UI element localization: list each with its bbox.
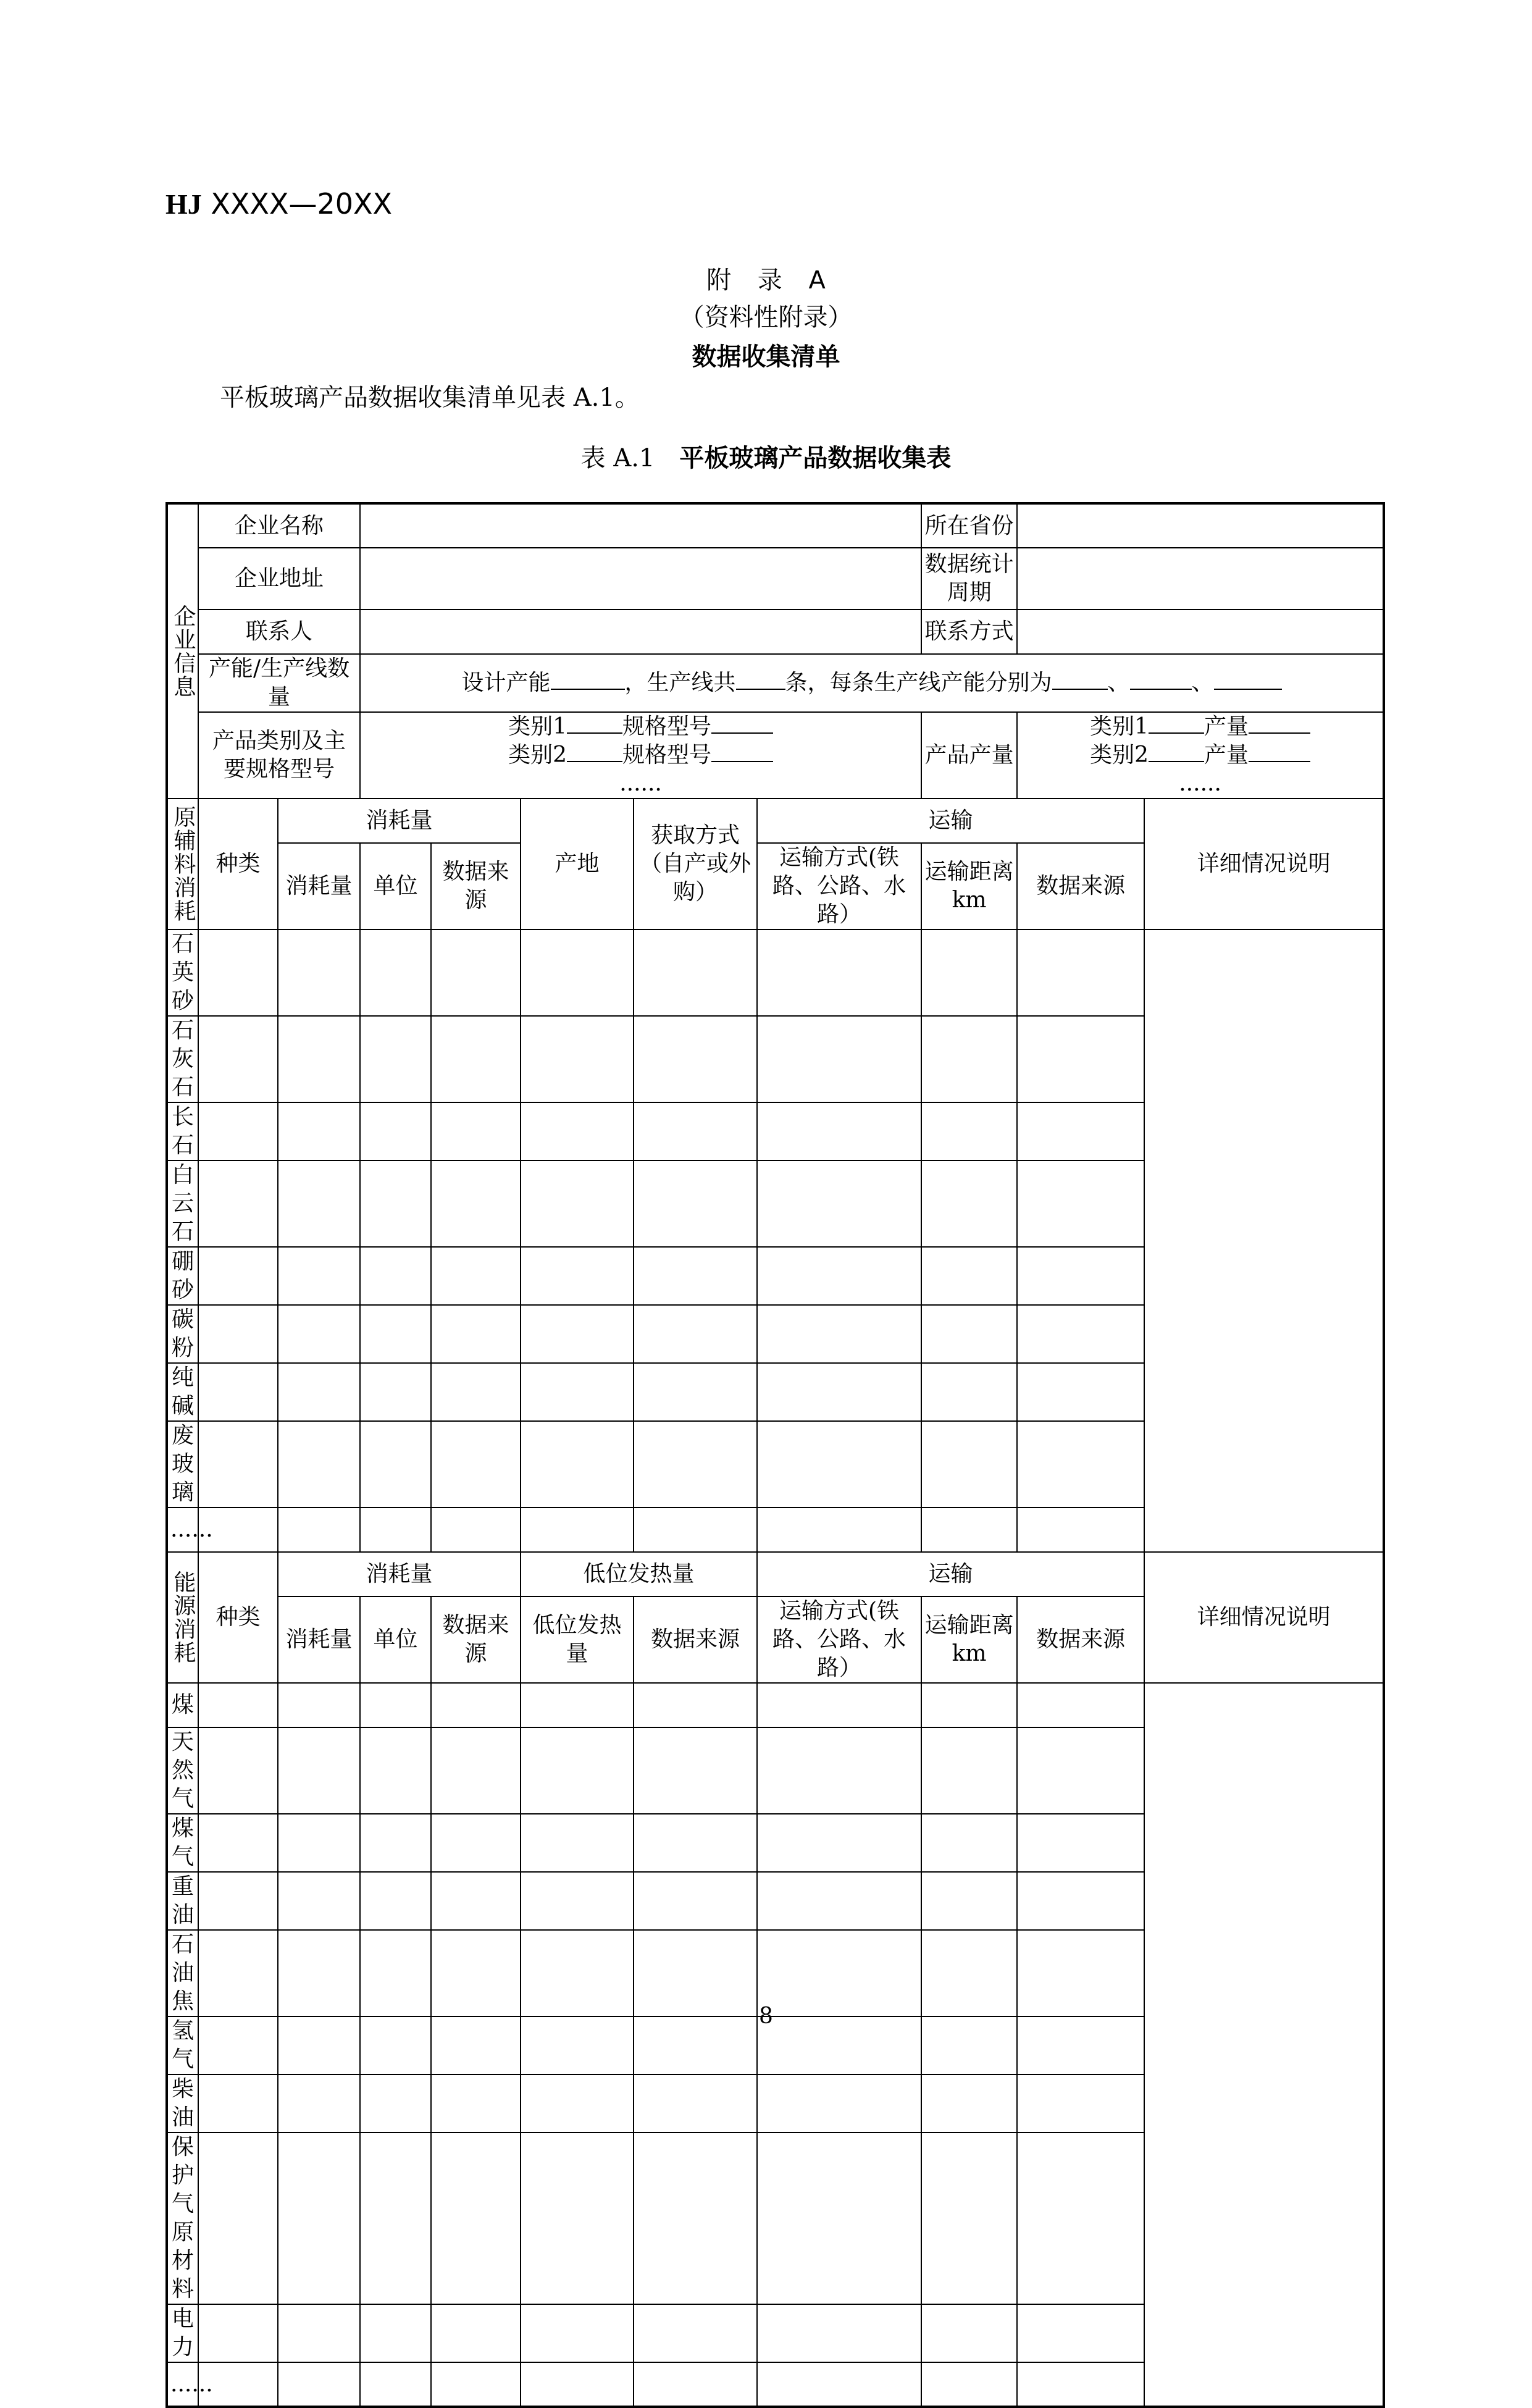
raw-value-cell[interactable] <box>278 1247 360 1305</box>
raw-value-cell[interactable] <box>198 1102 278 1160</box>
energy-value-cell[interactable] <box>757 1727 921 1814</box>
raw-value-cell[interactable] <box>198 1016 278 1102</box>
raw-col-kind: 种类 <box>198 799 278 929</box>
raw-value-cell[interactable] <box>431 1363 521 1421</box>
province-field[interactable] <box>1017 503 1384 548</box>
energy-col-transport-group: 运输 <box>757 1552 1144 1596</box>
raw-value-cell[interactable] <box>278 1160 360 1247</box>
raw-value-cell[interactable] <box>757 1016 921 1102</box>
energy-value-cell[interactable] <box>521 2074 634 2133</box>
energy-value-cell[interactable] <box>757 2362 921 2407</box>
raw-header-row-1 <box>167 799 1384 843</box>
energy-row <box>167 1814 1384 1872</box>
document-code: HJ XXXX—20XX <box>165 187 393 220</box>
energy-value-cell[interactable] <box>360 1727 431 1814</box>
raw-value-cell[interactable] <box>921 1247 1017 1305</box>
raw-col-source: 数据来源 <box>431 843 521 929</box>
raw-value-cell[interactable] <box>198 1363 278 1421</box>
energy-value-cell[interactable] <box>360 1814 431 1872</box>
energy-col-kind: 种类 <box>198 1552 278 1683</box>
energy-col-lhv-source: 数据来源 <box>634 1596 757 1683</box>
energy-value-cell[interactable] <box>757 1872 921 1930</box>
raw-value-cell[interactable] <box>1017 1016 1144 1102</box>
energy-item-label: 煤气 <box>167 1814 198 1872</box>
energy-value-cell[interactable] <box>431 2074 521 2133</box>
energy-col-consumption: 消耗量 <box>278 1596 360 1683</box>
raw-col-consumption: 消耗量 <box>278 843 360 929</box>
energy-value-cell[interactable] <box>360 2133 431 2304</box>
raw-value-cell[interactable] <box>360 1363 431 1421</box>
energy-value-cell[interactable] <box>278 1814 360 1872</box>
raw-value-cell[interactable] <box>431 1508 521 1552</box>
raw-value-cell[interactable] <box>360 1016 431 1102</box>
raw-value-cell[interactable] <box>634 929 757 1016</box>
raw-value-cell[interactable] <box>521 1102 634 1160</box>
raw-col-acquire: 获取方式（自产或外购） <box>634 799 757 929</box>
energy-value-cell[interactable] <box>431 1872 521 1930</box>
raw-value-cell[interactable] <box>198 1247 278 1305</box>
raw-value-cell[interactable] <box>1017 1102 1144 1160</box>
energy-value-cell[interactable] <box>757 2133 921 2304</box>
raw-value-cell[interactable] <box>278 1305 360 1363</box>
raw-col-unit: 单位 <box>360 843 431 929</box>
raw-item-label: 石灰石 <box>167 1016 198 1102</box>
appendix-heading: 数据收集清单 <box>692 343 840 371</box>
raw-item-label: 废玻璃 <box>167 1421 198 1508</box>
energy-value-cell[interactable] <box>1017 2304 1144 2362</box>
energy-value-cell[interactable] <box>921 1814 1017 1872</box>
energy-value-cell[interactable] <box>921 2362 1017 2407</box>
energy-value-cell[interactable] <box>921 1727 1017 1814</box>
raw-item-label: 石英砂 <box>167 929 198 1016</box>
energy-value-cell[interactable] <box>278 1727 360 1814</box>
raw-value-cell[interactable] <box>921 1160 1017 1247</box>
energy-row <box>167 2304 1384 2362</box>
energy-value-cell[interactable] <box>278 2074 360 2133</box>
energy-row <box>167 1872 1384 1930</box>
company-section-label: 企业信息 <box>167 503 198 799</box>
energy-value-cell[interactable] <box>198 2133 278 2304</box>
raw-value-cell[interactable] <box>198 1305 278 1363</box>
raw-value-cell[interactable] <box>360 1305 431 1363</box>
energy-value-cell[interactable] <box>757 2074 921 2133</box>
energy-item-label: 保护气原材料 <box>167 2133 198 2304</box>
raw-item-label: 白云石 <box>167 1160 198 1247</box>
raw-value-cell[interactable] <box>757 1421 921 1508</box>
product-category-label: 产品类别及主要规格型号 <box>198 712 360 799</box>
raw-value-cell[interactable] <box>521 1016 634 1102</box>
raw-row <box>167 1160 1384 1247</box>
raw-value-cell[interactable] <box>360 1508 431 1552</box>
raw-value-cell[interactable] <box>634 1305 757 1363</box>
energy-value-cell[interactable] <box>360 1872 431 1930</box>
raw-value-cell[interactable] <box>198 1421 278 1508</box>
energy-value-cell[interactable] <box>1017 1872 1144 1930</box>
raw-col-origin: 产地 <box>521 799 634 929</box>
raw-col-transport-source: 数据来源 <box>1017 843 1144 929</box>
energy-value-cell[interactable] <box>634 2304 757 2362</box>
raw-value-cell[interactable] <box>521 1363 634 1421</box>
raw-value-cell[interactable] <box>521 1247 634 1305</box>
raw-row <box>167 1421 1384 1508</box>
raw-item-label: 硼砂 <box>167 1247 198 1305</box>
energy-header <box>167 1552 1384 1683</box>
contact-person-field[interactable] <box>360 610 921 654</box>
energy-value-cell[interactable] <box>278 1683 360 1727</box>
raw-value-cell[interactable] <box>634 1508 757 1552</box>
table-caption: 表 A.1 平板玻璃产品数据收集表 <box>580 444 952 472</box>
appendix-title: 附 录 A <box>706 266 826 295</box>
raw-value-cell[interactable] <box>278 1102 360 1160</box>
raw-value-cell[interactable] <box>521 1421 634 1508</box>
raw-value-cell[interactable] <box>521 1160 634 1247</box>
energy-value-cell[interactable] <box>521 2133 634 2304</box>
raw-row <box>167 1363 1384 1421</box>
energy-value-cell[interactable] <box>360 2362 431 2407</box>
energy-item-label: 柴油 <box>167 2074 198 2133</box>
raw-value-cell[interactable] <box>360 929 431 1016</box>
raw-value-cell[interactable] <box>757 1508 921 1552</box>
energy-value-cell[interactable] <box>431 1727 521 1814</box>
raw-value-cell[interactable] <box>360 1102 431 1160</box>
energy-col-transport-source: 数据来源 <box>1017 1596 1144 1683</box>
energy-value-cell[interactable] <box>198 1872 278 1930</box>
raw-value-cell[interactable] <box>921 1305 1017 1363</box>
product-output-label: 产品产量 <box>921 712 1017 799</box>
raw-value-cell[interactable] <box>431 1016 521 1102</box>
energy-value-cell[interactable] <box>198 1814 278 1872</box>
energy-section-label: 能源消耗 <box>167 1552 198 1683</box>
raw-value-cell[interactable] <box>757 1305 921 1363</box>
raw-value-cell[interactable] <box>360 1247 431 1305</box>
raw-value-cell[interactable] <box>634 1363 757 1421</box>
energy-value-cell[interactable] <box>431 2133 521 2304</box>
company-address-field[interactable] <box>360 548 921 610</box>
energy-col-lhv-group: 低位发热量 <box>521 1552 757 1596</box>
province-label: 所在省份 <box>921 503 1017 548</box>
raw-value-cell[interactable] <box>360 1160 431 1247</box>
data-collection-table <box>165 502 1385 2408</box>
raw-value-cell[interactable] <box>431 1305 521 1363</box>
raw-item-label: 纯碱 <box>167 1363 198 1421</box>
energy-value-cell[interactable] <box>278 2304 360 2362</box>
raw-value-cell[interactable] <box>431 1247 521 1305</box>
raw-col-detail: 详细情况说明 <box>1144 799 1384 929</box>
raw-value-cell[interactable] <box>198 1160 278 1247</box>
energy-value-cell[interactable] <box>198 1727 278 1814</box>
product-category-field[interactable]: 类别1 规格型号 类别2 规格型号 ...... <box>360 712 921 799</box>
energy-item-label: 石油焦 <box>167 1930 198 2016</box>
raw-value-cell[interactable] <box>278 929 360 1016</box>
raw-value-cell[interactable] <box>634 1160 757 1247</box>
product-output-field[interactable]: 类别1 产量 类别2 产量 ...... <box>1017 712 1384 799</box>
raw-value-cell[interactable] <box>757 1247 921 1305</box>
raw-value-cell[interactable] <box>634 1421 757 1508</box>
energy-item-label: 电力 <box>167 2304 198 2362</box>
raw-value-cell[interactable] <box>634 1247 757 1305</box>
raw-item-label: 碳粉 <box>167 1305 198 1363</box>
energy-value-cell[interactable] <box>431 2362 521 2407</box>
raw-value-cell[interactable] <box>921 1508 1017 1552</box>
raw-row <box>167 1305 1384 1363</box>
energy-value-cell[interactable] <box>1017 1683 1144 1727</box>
energy-col-consumption-group: 消耗量 <box>278 1552 521 1596</box>
energy-col-unit: 单位 <box>360 1596 431 1683</box>
energy-value-cell[interactable] <box>634 1727 757 1814</box>
energy-value-cell[interactable] <box>431 2304 521 2362</box>
raw-rows <box>167 929 1384 1552</box>
page-number: 8 <box>759 2003 773 2029</box>
appendix-subtitle: （资料性附录） <box>679 303 853 332</box>
energy-value-cell[interactable] <box>278 2133 360 2304</box>
raw-value-cell[interactable] <box>921 1016 1017 1102</box>
raw-value-cell[interactable] <box>198 929 278 1016</box>
raw-row <box>167 929 1384 1016</box>
energy-value-cell[interactable] <box>1017 2074 1144 2133</box>
capacity-field[interactable]: 设计产能 ，生产线共 条，每条生产线产能分别为 、 、 <box>360 654 1384 712</box>
energy-value-cell[interactable] <box>921 2133 1017 2304</box>
energy-value-cell[interactable] <box>757 1683 921 1727</box>
raw-row <box>167 1102 1384 1160</box>
raw-value-cell[interactable] <box>431 1160 521 1247</box>
company-row-contact <box>167 610 1384 654</box>
energy-row <box>167 1727 1384 1814</box>
raw-value-cell[interactable] <box>921 929 1017 1016</box>
raw-value-cell[interactable] <box>431 1102 521 1160</box>
raw-value-cell[interactable] <box>1017 1363 1144 1421</box>
energy-item-label: 重油 <box>167 1872 198 1930</box>
raw-value-cell[interactable] <box>757 1363 921 1421</box>
raw-value-cell[interactable] <box>757 1102 921 1160</box>
energy-value-cell[interactable] <box>634 2074 757 2133</box>
energy-value-cell[interactable] <box>634 2133 757 2304</box>
raw-value-cell[interactable] <box>921 1363 1017 1421</box>
energy-value-cell[interactable] <box>278 1872 360 1930</box>
energy-value-cell[interactable] <box>521 1683 634 1727</box>
company-address-label: 企业地址 <box>198 548 360 610</box>
raw-col-transport-mode: 运输方式(铁路、公路、水路） <box>757 843 921 929</box>
energy-value-cell[interactable] <box>921 2074 1017 2133</box>
intro-paragraph: 平板玻璃产品数据收集清单见表 A.1。 <box>220 384 640 412</box>
energy-value-cell[interactable] <box>521 2362 634 2407</box>
raw-value-cell[interactable] <box>921 1102 1017 1160</box>
energy-row <box>167 2133 1384 2304</box>
raw-value-cell[interactable] <box>1017 929 1144 1016</box>
raw-value-cell[interactable] <box>278 1508 360 1552</box>
raw-col-distance: 运输距离km <box>921 843 1017 929</box>
energy-item-label: ...... <box>167 2362 198 2407</box>
contact-person-label: 联系人 <box>198 610 360 654</box>
raw-value-cell[interactable] <box>1017 1160 1144 1247</box>
energy-value-cell[interactable] <box>360 2304 431 2362</box>
raw-item-label: 长石 <box>167 1102 198 1160</box>
energy-rows <box>167 1683 1384 2407</box>
company-row-capacity <box>167 654 1384 712</box>
energy-value-cell[interactable] <box>521 1727 634 1814</box>
energy-col-distance: 运输距离km <box>921 1596 1017 1683</box>
energy-header-row-1 <box>167 1552 1384 1596</box>
energy-value-cell[interactable] <box>431 1683 521 1727</box>
company-row-product <box>167 712 1384 799</box>
contact-method-field[interactable] <box>1017 610 1384 654</box>
energy-value-cell[interactable] <box>757 2304 921 2362</box>
energy-col-transport-mode: 运输方式(铁路、公路、水路） <box>757 1596 921 1683</box>
energy-value-cell[interactable] <box>1017 1727 1144 1814</box>
raw-value-cell[interactable] <box>431 1421 521 1508</box>
energy-value-cell[interactable] <box>198 1683 278 1727</box>
energy-value-cell[interactable] <box>634 2362 757 2407</box>
energy-value-cell[interactable] <box>521 1814 634 1872</box>
raw-value-cell[interactable] <box>278 1421 360 1508</box>
energy-value-cell[interactable] <box>1017 2362 1144 2407</box>
raw-value-cell[interactable] <box>921 1421 1017 1508</box>
energy-col-lhv: 低位发热量 <box>521 1596 634 1683</box>
raw-item-label: ...... <box>167 1508 198 1552</box>
raw-value-cell[interactable] <box>1017 1305 1144 1363</box>
raw-col-consumption-group: 消耗量 <box>278 799 521 843</box>
energy-row <box>167 2074 1384 2133</box>
raw-row <box>167 1016 1384 1102</box>
energy-value-cell[interactable] <box>360 1683 431 1727</box>
company-name-field[interactable] <box>360 503 921 548</box>
raw-value-cell[interactable] <box>278 1363 360 1421</box>
energy-value-cell[interactable] <box>634 1814 757 1872</box>
raw-value-cell[interactable] <box>1017 1247 1144 1305</box>
company-name-label: 企业名称 <box>198 503 360 548</box>
raw-value-cell[interactable] <box>431 929 521 1016</box>
raw-value-cell[interactable] <box>634 1016 757 1102</box>
raw-value-cell[interactable] <box>278 1016 360 1102</box>
energy-value-cell[interactable] <box>921 1683 1017 1727</box>
energy-value-cell[interactable] <box>921 1872 1017 1930</box>
energy-value-cell[interactable] <box>521 1872 634 1930</box>
energy-value-cell[interactable] <box>1017 1814 1144 1872</box>
raw-value-cell[interactable] <box>521 1508 634 1552</box>
energy-value-cell[interactable] <box>757 1814 921 1872</box>
raw-value-cell[interactable] <box>757 1160 921 1247</box>
raw-value-cell[interactable] <box>1017 1508 1144 1552</box>
raw-value-cell[interactable] <box>757 929 921 1016</box>
energy-item-label: 天然气 <box>167 1727 198 1814</box>
raw-value-cell[interactable] <box>1017 1421 1144 1508</box>
period-label: 数据统计周期 <box>921 548 1017 610</box>
energy-value-cell[interactable] <box>198 2074 278 2133</box>
energy-value-cell[interactable] <box>278 2362 360 2407</box>
energy-row <box>167 1683 1384 1727</box>
energy-value-cell[interactable] <box>431 1814 521 1872</box>
period-field[interactable] <box>1017 548 1384 610</box>
energy-value-cell[interactable] <box>360 2074 431 2133</box>
raw-value-cell[interactable] <box>521 929 634 1016</box>
energy-value-cell[interactable] <box>921 2304 1017 2362</box>
energy-value-cell[interactable] <box>1017 2133 1144 2304</box>
contact-method-label: 联系方式 <box>921 610 1017 654</box>
raw-row <box>167 1247 1384 1305</box>
raw-value-cell[interactable] <box>360 1421 431 1508</box>
raw-value-cell[interactable] <box>634 1102 757 1160</box>
company-row-name <box>167 503 1384 548</box>
energy-row <box>167 2362 1384 2407</box>
energy-value-cell[interactable] <box>634 1683 757 1727</box>
energy-col-detail: 详细情况说明 <box>1144 1552 1384 1683</box>
energy-value-cell[interactable] <box>198 2304 278 2362</box>
raw-value-cell[interactable] <box>521 1305 634 1363</box>
energy-item-label: 氢气 <box>167 2016 198 2074</box>
energy-col-source: 数据来源 <box>431 1596 521 1683</box>
raw-section-label: 原辅料消耗 <box>167 799 198 929</box>
raw-col-transport-group: 运输 <box>757 799 1144 843</box>
raw-row <box>167 1508 1384 1552</box>
energy-value-cell[interactable] <box>521 2304 634 2362</box>
energy-value-cell[interactable] <box>634 1872 757 1930</box>
capacity-label: 产能/生产线数量 <box>198 654 360 712</box>
company-row-address <box>167 548 1384 610</box>
energy-item-label: 煤 <box>167 1683 198 1727</box>
